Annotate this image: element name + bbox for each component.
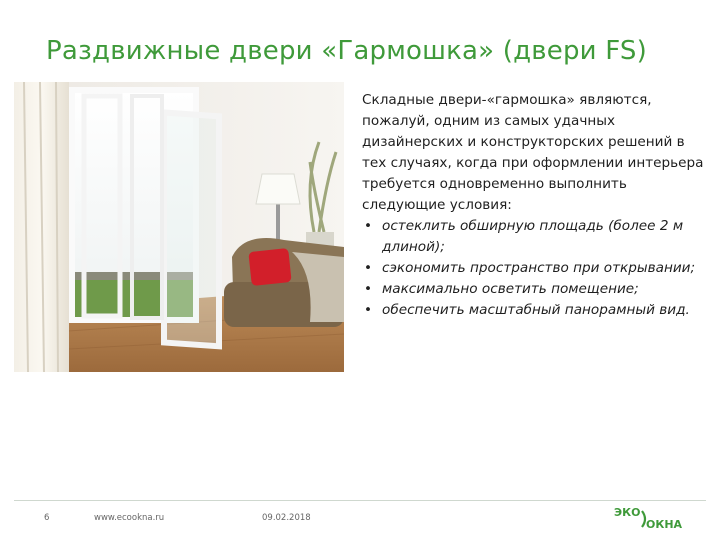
conditions-list bbox=[362, 216, 712, 321]
list-item: • остеклить обширную площадь (более 2 м длиной); bbox=[362, 216, 712, 258]
intro-paragraph: Складные двери-«гармошка» являются, пожалуй, одним из самых удачных дизайнерских и конструкторских решений в тех случаях, когда при оформлении интерьера требуется одновременно выполнить следующие условия: bbox=[362, 92, 704, 213]
page-number: 6 bbox=[44, 513, 50, 523]
svg-text:ЭКО: ЭКО bbox=[614, 506, 641, 519]
list-item: • сэкономить пространство при открывании; bbox=[362, 258, 712, 279]
ecookna-logo bbox=[612, 505, 688, 531]
list-item: • обеспечить масштабный панорамный вид. bbox=[362, 300, 712, 321]
svg-text:ОКНА: ОКНА bbox=[646, 518, 683, 531]
footer-website[interactable]: www.ecookna.ru bbox=[94, 513, 165, 523]
body-text bbox=[362, 90, 712, 321]
footer-date: 09.02.2018 bbox=[262, 513, 311, 523]
footer-divider bbox=[14, 500, 706, 501]
room-photo bbox=[14, 82, 344, 372]
slide-title: Раздвижные двери «Гармошка» (двери FS) bbox=[46, 36, 647, 66]
list-item: • максимально осветить помещение; bbox=[362, 279, 712, 300]
